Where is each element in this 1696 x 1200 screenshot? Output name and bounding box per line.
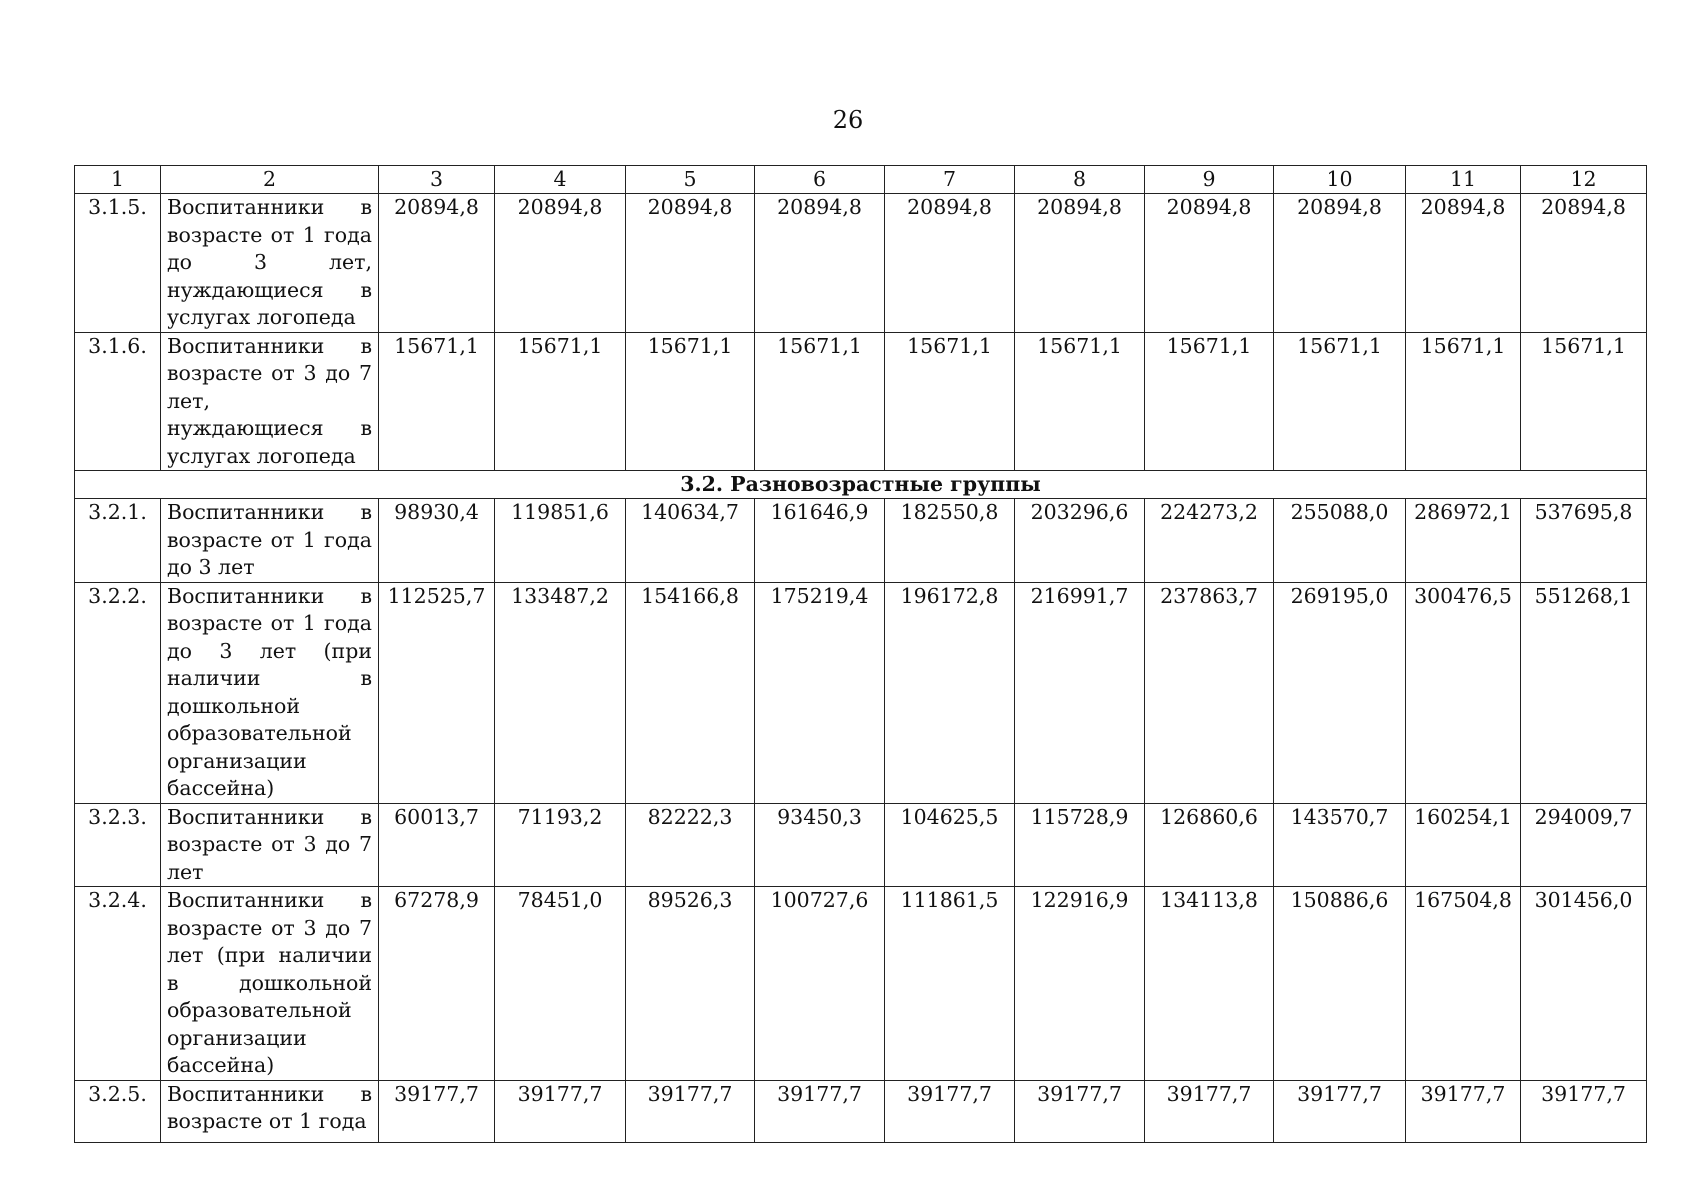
value-cell: 100727,6 [755, 887, 885, 1081]
value-cell: 98930,4 [379, 499, 495, 583]
value-cell: 15671,1 [885, 332, 1015, 471]
row-description: Воспитанники в возрасте от 3 до 7 лет, нуждающиеся в услугах логопеда [161, 332, 379, 471]
column-header: 9 [1145, 166, 1274, 194]
value-cell: 182550,8 [885, 499, 1015, 583]
table-row [75, 803, 1647, 887]
row-number: 3.1.5. [75, 194, 161, 333]
column-header: 11 [1406, 166, 1521, 194]
value-cell: 112525,7 [379, 582, 495, 803]
column-header: 7 [885, 166, 1015, 194]
value-cell: 203296,6 [1015, 499, 1145, 583]
value-cell: 133487,2 [495, 582, 626, 803]
value-cell: 119851,6 [495, 499, 626, 583]
value-cell: 39177,7 [1015, 1080, 1145, 1142]
value-cell: 126860,6 [1145, 803, 1274, 887]
row-description: Воспитанники в возрасте от 1 года до 3 лет, нуждающиеся в услугах логопеда [161, 194, 379, 333]
row-description: Воспитанники в возрасте от 3 до 7 лет (при наличии в дошкольной образовательной организации бассейна) [161, 887, 379, 1081]
value-cell: 39177,7 [755, 1080, 885, 1142]
value-cell: 15671,1 [626, 332, 755, 471]
value-cell: 154166,8 [626, 582, 755, 803]
column-header: 4 [495, 166, 626, 194]
tariff-table [74, 165, 1647, 1143]
value-cell: 150886,6 [1274, 887, 1406, 1081]
value-cell: 143570,7 [1274, 803, 1406, 887]
row-number: 3.2.5. [75, 1080, 161, 1142]
value-cell: 39177,7 [379, 1080, 495, 1142]
value-cell: 20894,8 [495, 194, 626, 333]
value-cell: 20894,8 [1521, 194, 1647, 333]
table-row [75, 887, 1647, 1081]
value-cell: 160254,1 [1406, 803, 1521, 887]
value-cell: 300476,5 [1406, 582, 1521, 803]
table-row [75, 1080, 1647, 1142]
row-description: Воспитанники в возрасте от 1 года до 3 лет (при наличии в дошкольной образовательной организации бассейна) [161, 582, 379, 803]
value-cell: 20894,8 [755, 194, 885, 333]
value-cell: 20894,8 [885, 194, 1015, 333]
value-cell: 15671,1 [1274, 332, 1406, 471]
value-cell: 39177,7 [495, 1080, 626, 1142]
column-header: 8 [1015, 166, 1145, 194]
value-cell: 82222,3 [626, 803, 755, 887]
value-cell: 104625,5 [885, 803, 1015, 887]
value-cell: 20894,8 [1015, 194, 1145, 333]
column-header: 12 [1521, 166, 1647, 194]
row-number: 3.2.1. [75, 499, 161, 583]
value-cell: 196172,8 [885, 582, 1015, 803]
value-cell: 537695,8 [1521, 499, 1647, 583]
value-cell: 216991,7 [1015, 582, 1145, 803]
value-cell: 286972,1 [1406, 499, 1521, 583]
value-cell: 39177,7 [1274, 1080, 1406, 1142]
value-cell: 20894,8 [626, 194, 755, 333]
column-header: 10 [1274, 166, 1406, 194]
value-cell: 15671,1 [1406, 332, 1521, 471]
value-cell: 67278,9 [379, 887, 495, 1081]
table-row [75, 332, 1647, 471]
value-cell: 15671,1 [1015, 332, 1145, 471]
value-cell: 551268,1 [1521, 582, 1647, 803]
value-cell: 15671,1 [379, 332, 495, 471]
column-header: 3 [379, 166, 495, 194]
value-cell: 115728,9 [1015, 803, 1145, 887]
value-cell: 269195,0 [1274, 582, 1406, 803]
value-cell: 39177,7 [1521, 1080, 1647, 1142]
column-header: 1 [75, 166, 161, 194]
value-cell: 20894,8 [1406, 194, 1521, 333]
table-row [75, 582, 1647, 803]
value-cell: 39177,7 [626, 1080, 755, 1142]
value-cell: 15671,1 [1521, 332, 1647, 471]
row-description: Воспитанники в возрасте от 1 года [161, 1080, 379, 1142]
table-row [75, 194, 1647, 333]
row-number: 3.1.6. [75, 332, 161, 471]
value-cell: 39177,7 [885, 1080, 1015, 1142]
value-cell: 224273,2 [1145, 499, 1274, 583]
row-number: 3.2.4. [75, 887, 161, 1081]
value-cell: 71193,2 [495, 803, 626, 887]
section-title: 3.2. Разновозрастные группы [75, 471, 1647, 499]
row-description: Воспитанники в возрасте от 1 года до 3 лет [161, 499, 379, 583]
value-cell: 93450,3 [755, 803, 885, 887]
value-cell: 167504,8 [1406, 887, 1521, 1081]
value-cell: 15671,1 [755, 332, 885, 471]
value-cell: 122916,9 [1015, 887, 1145, 1081]
value-cell: 161646,9 [755, 499, 885, 583]
value-cell: 237863,7 [1145, 582, 1274, 803]
column-number-header-row [75, 166, 1647, 194]
value-cell: 15671,1 [1145, 332, 1274, 471]
row-number: 3.2.2. [75, 582, 161, 803]
value-cell: 140634,7 [626, 499, 755, 583]
value-cell: 255088,0 [1274, 499, 1406, 583]
value-cell: 78451,0 [495, 887, 626, 1081]
value-cell: 39177,7 [1145, 1080, 1274, 1142]
value-cell: 15671,1 [495, 332, 626, 471]
row-number: 3.2.3. [75, 803, 161, 887]
section-row [75, 471, 1647, 499]
value-cell: 20894,8 [379, 194, 495, 333]
value-cell: 111861,5 [885, 887, 1015, 1081]
column-header: 6 [755, 166, 885, 194]
table-row [75, 499, 1647, 583]
column-header: 5 [626, 166, 755, 194]
value-cell: 134113,8 [1145, 887, 1274, 1081]
page-number: 26 [832, 106, 864, 134]
value-cell: 294009,7 [1521, 803, 1647, 887]
value-cell: 89526,3 [626, 887, 755, 1081]
row-description: Воспитанники в возрасте от 3 до 7 лет [161, 803, 379, 887]
value-cell: 39177,7 [1406, 1080, 1521, 1142]
value-cell: 301456,0 [1521, 887, 1647, 1081]
value-cell: 175219,4 [755, 582, 885, 803]
value-cell: 60013,7 [379, 803, 495, 887]
value-cell: 20894,8 [1274, 194, 1406, 333]
column-header: 2 [161, 166, 379, 194]
value-cell: 20894,8 [1145, 194, 1274, 333]
